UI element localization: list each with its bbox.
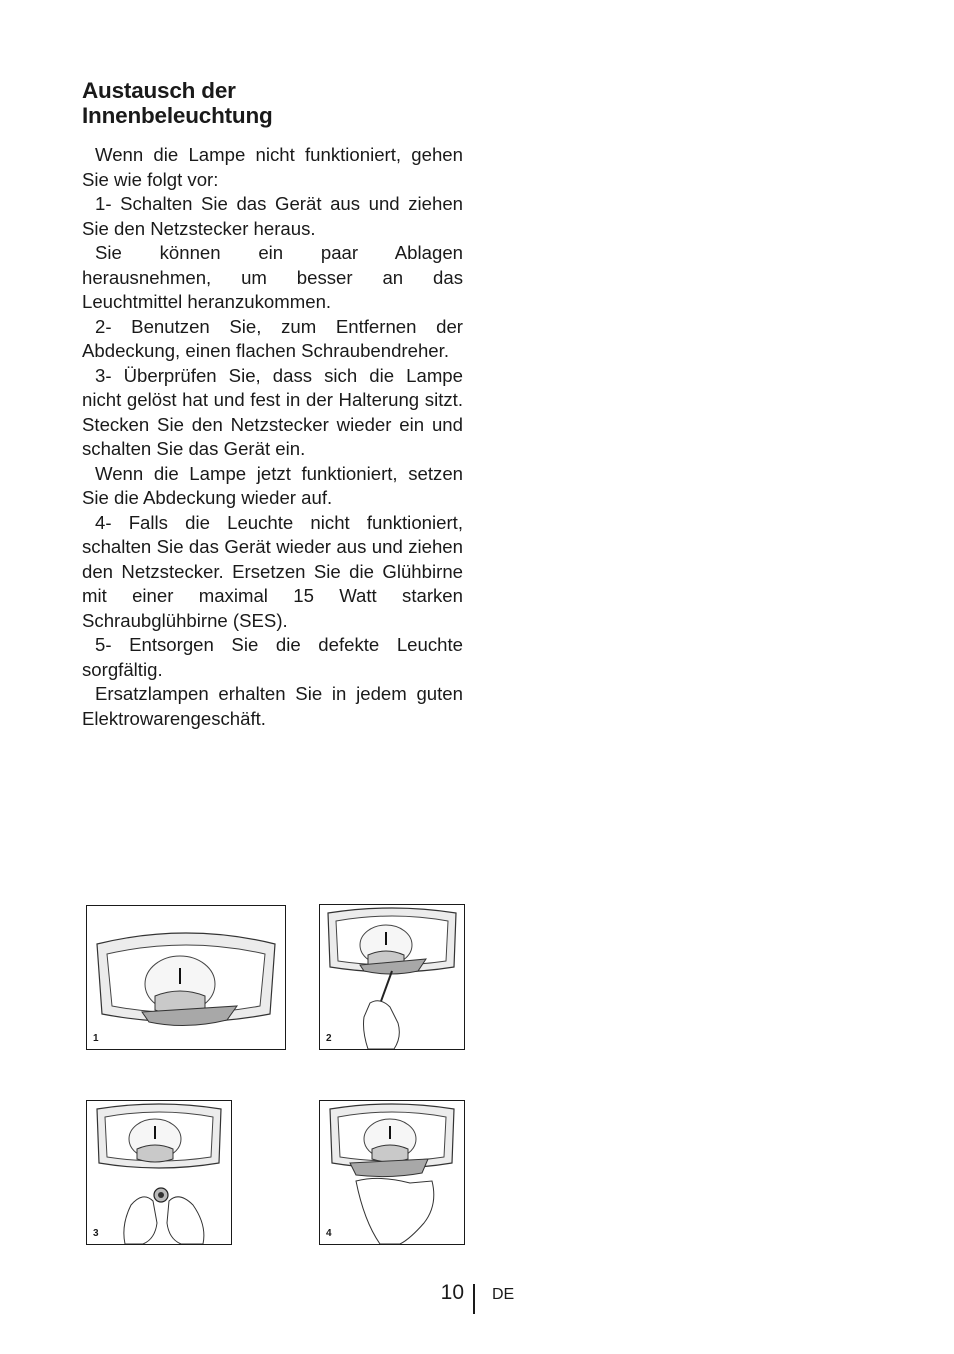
cover-in-hand-illustration (320, 1101, 464, 1244)
figure-number: 1 (93, 1033, 99, 1044)
paragraph-shelves-note: Sie können ein paar Ablagen herausnehmen, um besser an das Leuchtmittel heranzukommen. (82, 242, 463, 312)
figure-3-checking-bulb (86, 1100, 232, 1245)
footer-divider (473, 1284, 475, 1314)
paragraph-step-3: 3- Überprüfen Sie, dass sich die Lampe nicht gelöst hat und fest in der Halterung sitzt. Stecken Sie den Netzstecker wieder ein und schalten Sie das Gerät ein. (82, 364, 463, 459)
paragraph-intro: Wenn die Lampe nicht funktioniert, gehen Sie wie folgt vor: (82, 144, 463, 190)
paragraph-cover-note: Wenn die Lampe jetzt funktioniert, setzen Sie die Abdeckung wieder auf. (82, 462, 463, 508)
figure-number: 2 (326, 1033, 332, 1044)
section-title (82, 78, 462, 128)
instructions-body (82, 143, 463, 731)
paragraph-step-1: 1- Schalten Sie das Gerät aus und ziehen Sie den Netzstecker heraus. (82, 193, 463, 239)
figure-4-cover-in-hand (319, 1100, 465, 1245)
lamp-housing-illustration (87, 906, 285, 1049)
page-number: 10 (440, 1281, 464, 1304)
title-line-2: Innenbeleuchtung (82, 103, 273, 128)
bulb-check-illustration (87, 1101, 231, 1244)
paragraph-step-4: 4- Falls die Leuchte nicht funktioniert, schalten Sie das Gerät wieder aus und ziehen den Netzstecker. Ersetzen Sie die Glühbirne mit einer maximal 15 Watt starken Schraubglühbirne (SES). (82, 511, 463, 631)
language-code: DE (492, 1286, 515, 1303)
figure-2-screwdriver (319, 904, 465, 1050)
screwdriver-illustration (320, 905, 464, 1049)
paragraph-step-5: 5- Entsorgen Sie die defekte Leuchte sorgfältig. (82, 634, 463, 680)
figure-number: 4 (326, 1228, 332, 1239)
figure-number: 3 (93, 1228, 99, 1239)
title-line-1: Austausch der (82, 78, 236, 103)
paragraph-step-2: 2- Benutzen Sie, zum Entfernen der Abdeckung, einen flachen Schraubendreher. (82, 315, 463, 361)
paragraph-spare-lamps: Ersatzlampen erhalten Sie in jedem guten Elektrowarengeschäft. (82, 683, 463, 729)
figure-1-lamp-housing (86, 905, 286, 1050)
